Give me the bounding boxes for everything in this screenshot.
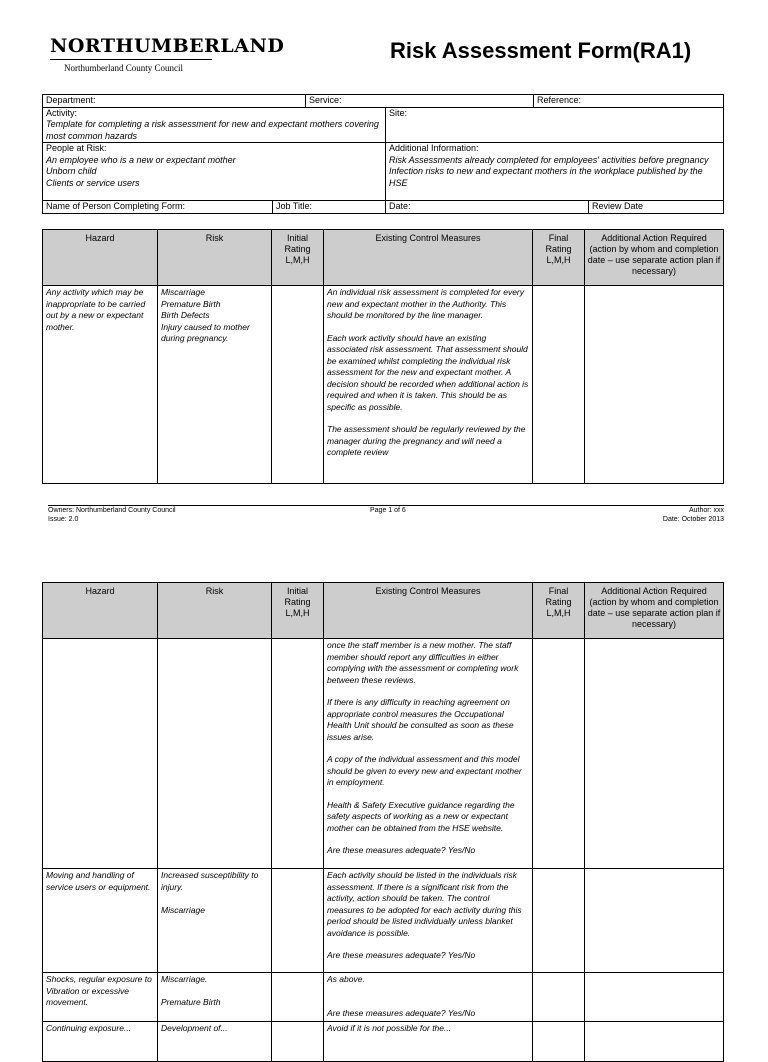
- risk-cell[interactable]: [158, 639, 272, 869]
- additional-action-header: Additional Action Required (action by whom and completion date – use separate action plan if necessary): [585, 583, 724, 639]
- service-cell[interactable]: Service:: [306, 95, 534, 108]
- control-measure-paragraph: If there is any difficulty in reaching agreement on appropriate control measures the Occupational Health Unit should be consulted as soon as these issues arise.: [327, 697, 514, 742]
- control-measure-paragraph: Each work activity should have an existing associated risk assessment. That assessment should be examined whilst completing the individual risk assessment for the new and expectant mother. A decision should be recorded when additional action is required and when it is taken. This should be as specific as possible.: [327, 332, 529, 412]
- risk-cell[interactable]: Development of...: [158, 1021, 272, 1061]
- logo-wordmark: NORTHUMBERLAND: [50, 35, 285, 57]
- control-measure-paragraph: Avoid if it is not possible for the...: [327, 1022, 452, 1033]
- footer-left: [48, 506, 176, 524]
- footer-issue: Issue: 2.0: [48, 516, 79, 523]
- people-at-risk-label: People at Risk:: [46, 143, 107, 153]
- hazard-header: Hazard: [43, 583, 158, 639]
- additional-info-cell[interactable]: [386, 143, 724, 201]
- control-measures-header: Existing Control Measures: [324, 230, 533, 286]
- additional-info-value: Risk Assessments already completed for employees' activities before pregnancy Infection risks to new and expectant mothers in the workplace published by the HSE: [389, 154, 709, 188]
- initial-rating-cell[interactable]: [272, 286, 324, 484]
- final-rating-cell[interactable]: [533, 286, 585, 484]
- reference-cell[interactable]: Reference:: [534, 95, 724, 108]
- person-completing-cell[interactable]: Name of Person Completing Form:: [43, 201, 273, 214]
- initial-rating-cell[interactable]: [272, 1021, 324, 1061]
- final-rating-header: Final Rating L,M,H: [533, 583, 585, 639]
- logo-rule: [50, 59, 212, 60]
- risk-row: [43, 973, 724, 1022]
- hazard-cell[interactable]: Continuing exposure...: [43, 1021, 158, 1061]
- info-table: [42, 94, 724, 214]
- activity-label: Activity:: [46, 107, 78, 118]
- additional-action-cell[interactable]: [585, 286, 724, 484]
- people-at-risk-value: An employee who is a new or expectant mother Unborn child Clients or service users: [46, 154, 236, 188]
- form-title: Risk Assessment Form(RA1): [390, 38, 692, 63]
- control-measure-paragraph: Each activity should be listed in the individuals risk assessment. If there is a significant risk from the activity, action should be taken. The control measures to be adopted for each activity during this period should be listed individually unless blanket avoidance is possible.: [327, 870, 522, 938]
- site-cell[interactable]: Site:: [386, 107, 724, 143]
- date-cell[interactable]: Date:: [386, 201, 589, 214]
- risk-header: Risk: [158, 583, 272, 639]
- control-measure-paragraph: Are these measures adequate? Yes/No: [327, 845, 476, 855]
- footer-owner: Owners: Northumberland County Council: [48, 507, 176, 514]
- page-2: [0, 563, 768, 1033]
- risk-table-page-2: [42, 582, 724, 1062]
- initial-rating-header: Initial Rating L,M,H: [272, 230, 324, 286]
- control-measure-paragraph: An individual risk assessment is completed for every new and expectant mother in the Authority. This should be monitored by the line manager.: [327, 287, 524, 320]
- activity-cell[interactable]: [43, 107, 386, 143]
- hazard-cell[interactable]: Any activity which may be inappropriate to be carried out by a new or expectant mother.: [43, 286, 158, 484]
- final-rating-header: Final Rating L,M,H: [533, 230, 585, 286]
- initial-rating-cell[interactable]: [272, 869, 324, 973]
- additional-action-cell[interactable]: [585, 869, 724, 973]
- hazard-cell[interactable]: [43, 639, 158, 869]
- risk-table-page-1: [42, 229, 724, 484]
- control-measure-paragraph: Are these measures adequate? Yes/No: [327, 950, 476, 960]
- footer-page-number: Page 1 of 6: [370, 507, 406, 514]
- review-date-cell[interactable]: Review Date: [589, 201, 724, 214]
- initial-rating-header: Initial Rating L,M,H: [272, 583, 324, 639]
- additional-action-header: Additional Action Required (action by whom and completion date – use separate action plan if necessary): [585, 230, 724, 286]
- activity-value: Template for completing a risk assessment for new and expectant mothers covering most common hazards: [46, 119, 379, 141]
- risk-cell[interactable]: Increased susceptibility to injury. Miscarriage: [158, 869, 272, 973]
- additional-action-cell[interactable]: [585, 1021, 724, 1061]
- risk-row: [43, 869, 724, 973]
- control-measure-paragraph: As above.: [327, 974, 365, 984]
- council-logo: [50, 35, 284, 73]
- control-measures-cell[interactable]: [324, 286, 533, 484]
- department-cell[interactable]: Department:: [43, 95, 306, 108]
- risk-row: [43, 1021, 724, 1061]
- control-measures-cell[interactable]: [324, 639, 533, 869]
- job-title-cell[interactable]: Job Title:: [273, 201, 386, 214]
- control-measure-paragraph: The assessment should be regularly reviewed by the manager during the pregnancy and will need a complete review: [327, 424, 526, 457]
- control-measure-paragraph: A copy of the individual assessment and this model should be given to every new and expectant mother in employment.: [327, 754, 522, 787]
- control-measure-paragraph: Are these measures adequate? Yes/No: [327, 1008, 476, 1018]
- control-measures-header: Existing Control Measures: [324, 583, 533, 639]
- risk-table-page-2-body: [43, 639, 724, 1062]
- final-rating-cell[interactable]: [533, 869, 585, 973]
- control-measures-cell[interactable]: [324, 1021, 533, 1061]
- footer-date: Date: October 2013: [662, 516, 724, 523]
- footer-author: Author: xxx: [688, 507, 724, 514]
- additional-action-cell[interactable]: [585, 639, 724, 869]
- control-measures-cell[interactable]: [324, 869, 533, 973]
- additional-action-cell[interactable]: [585, 973, 724, 1022]
- control-measure-paragraph: once the staff member is a new mother. The staff member should report any difficulties in either complying with the assessment or completing work between these reviews.: [327, 640, 519, 685]
- final-rating-cell[interactable]: [533, 639, 585, 869]
- risk-row: [43, 639, 724, 869]
- risk-cell[interactable]: Miscarriage Premature Birth Birth Defects Injury caused to mother during pregnancy.: [158, 286, 272, 484]
- footer-right: [663, 506, 724, 524]
- final-rating-cell[interactable]: [533, 1021, 585, 1061]
- risk-table-page-1-body: [43, 286, 724, 484]
- risk-row: [43, 286, 724, 484]
- final-rating-cell[interactable]: [533, 973, 585, 1022]
- risk-header: Risk: [158, 230, 272, 286]
- people-at-risk-cell[interactable]: [43, 143, 386, 201]
- logo-subtitle: Northumberland County Council: [64, 63, 183, 73]
- initial-rating-cell[interactable]: [272, 973, 324, 1022]
- hazard-header: Hazard: [43, 230, 158, 286]
- control-measures-cell[interactable]: [324, 973, 533, 1022]
- additional-info-label: Additional Information:: [389, 143, 479, 153]
- hazard-cell[interactable]: Shocks, regular exposure to Vibration or excessive movement.: [43, 973, 158, 1022]
- hazard-cell[interactable]: Moving and handling of service users or equipment.: [43, 869, 158, 973]
- initial-rating-cell[interactable]: [272, 639, 324, 869]
- risk-cell[interactable]: Miscarriage. Premature Birth: [158, 973, 272, 1022]
- page-gap: [0, 545, 768, 563]
- control-measure-paragraph: Health & Safety Executive guidance regarding the safety aspects of working as a new or expectant mother can be obtained from the HSE website.: [327, 799, 515, 833]
